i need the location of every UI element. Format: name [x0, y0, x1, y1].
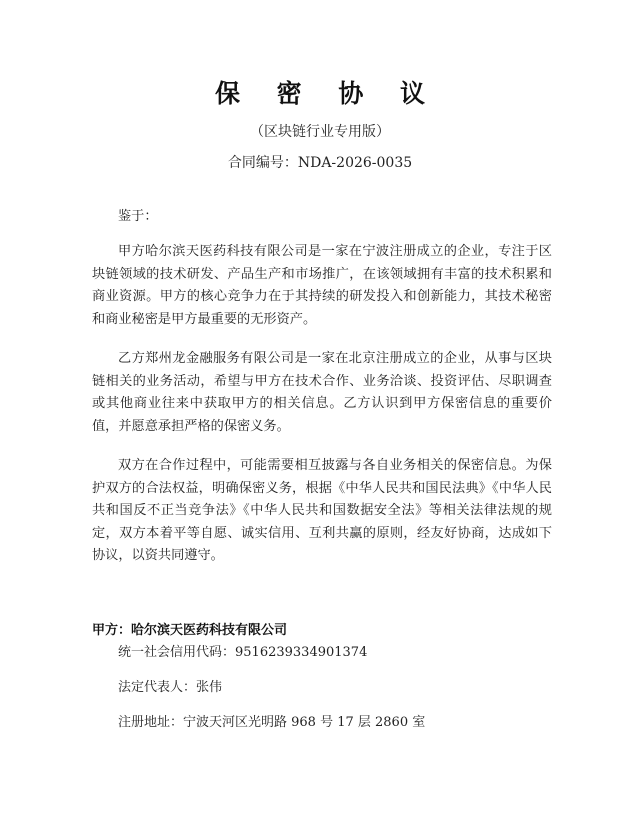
party-a-credit-code: 统一社会信用代码：9516239334901374: [118, 645, 368, 660]
party-a-address: 注册地址：宁波天河区光明路 968 号 17 层 2860 室: [118, 715, 426, 730]
document-subtitle: （区块链行业专用版）: [250, 124, 390, 140]
paragraph-purpose: 双方在合作过程中，可能需要相互披露与各自业务相关的保密信息。为保护双方的合法权益，明确保密义务，根据《中华人民共和国民法典》《中华人民共和国反不正当竞争法》《中华人民共和国数据安全法》等相关法律法规的规定，双方本着平等自愿、诚实信用、互利共赢的原则，经友好协商，达成如下协议，以资共同遵守。: [92, 458, 552, 563]
party-a-legal-rep: 法定代表人：张伟: [118, 680, 223, 695]
document-title: 保 密 协 议: [214, 79, 440, 108]
paragraph-party-a-intro: 甲方哈尔滨天医药科技有限公司是一家在宁波注册成立的企业，专注于区块链领域的技术研发、产品生产和市场推广，在该领域拥有丰富的技术积累和商业资源。甲方的核心竞争力在于其持续的研发投入和创新能力，其技术秘密和商业秘密是甲方最重要的无形资产。: [92, 244, 552, 327]
party-a-heading: 甲方：哈尔滨天医药科技有限公司: [92, 623, 288, 638]
paragraph-party-b-intro: 乙方郑州龙金融服务有限公司是一家在北京注册成立的企业，从事与区块链相关的业务活动，希望与甲方在技术合作、业务洽谈、投资评估、尽职调查或其他商业往来中获取甲方的相关信息。乙方认识到甲方保密信息的重要价值，并愿意承担严格的保密义务。: [92, 351, 552, 434]
whereas-label: 鉴于：: [118, 209, 158, 224]
contract-number: 合同编号：NDA-2026-0035: [227, 155, 413, 171]
